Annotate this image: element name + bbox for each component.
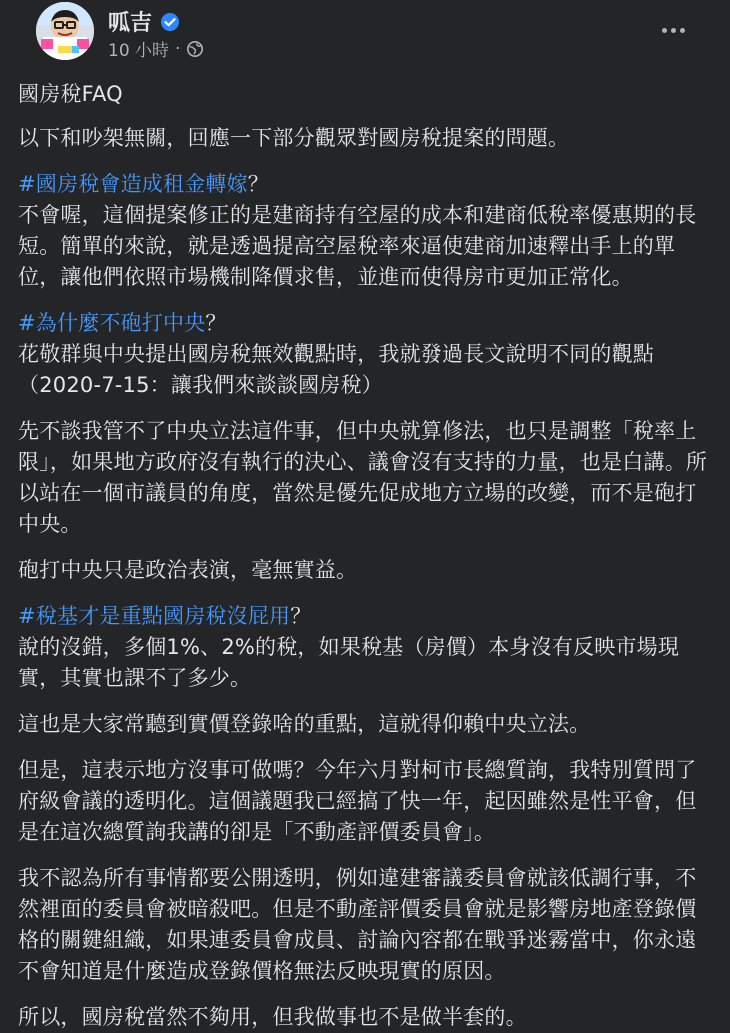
- avatar-image-icon: [36, 2, 94, 60]
- post-header: [18, 0, 712, 74]
- hashtag-link[interactable]: #稅基才是重點國房稅沒屁用: [18, 604, 291, 628]
- avatar[interactable]: [36, 2, 94, 60]
- post-paragraph-intro: 以下和吵架無關，回應一下部分觀眾對國房稅提案的問題。: [18, 126, 570, 150]
- hashtag-link[interactable]: #國房稅會造成租金轉嫁: [18, 172, 248, 196]
- faq-central-heading: [18, 308, 712, 339]
- more-options-icon-dot: [662, 28, 667, 33]
- hashtag-suffix: ？: [247, 172, 269, 196]
- verified-badge-icon: [160, 12, 180, 32]
- more-options-icon-dot: [671, 28, 676, 33]
- globe-icon[interactable]: [186, 40, 204, 58]
- hashtag-link[interactable]: #為什麼不砲打中央: [18, 311, 206, 335]
- post-paragraph: 我不認為所有事情都要公開透明，例如違建審議委員會就該低調行事，不然裡面的委員會被暗殺吧。但是不動產評價委員會就是影響房地產登錄價格的關鍵組織，如果連委員會成員、討論內容都在戰爭迷霧當中，你永遠不會知道是什麼造成登錄價格無法反映現實的原因。: [18, 866, 697, 983]
- post-time[interactable]: 10 小時: [108, 41, 170, 61]
- post-paragraph: 這也是大家常聽到實價登錄啥的重點，這就得仰賴中央立法。: [18, 712, 591, 736]
- post-paragraph: 所以，國房稅當然不夠用，但我做事也不是做半套的。: [18, 1005, 527, 1029]
- more-options-icon-dot: [680, 28, 685, 33]
- faq-rent-heading: [18, 169, 712, 200]
- faq-central-answer: 花敬群與中央提出國房稅無效觀點時，我就發過長文說明不同的觀點（2020-7-15：讓我們來談談國房稅）: [18, 342, 654, 397]
- faq-rent-block: [18, 169, 712, 293]
- meta-separator: ·: [175, 38, 181, 59]
- post-meta: [108, 36, 204, 61]
- faq-central-block: [18, 308, 712, 401]
- post-paragraph: 先不談我管不了中央立法這件事，但中央就算修法，也只是調整「稅率上限」，如果地方政府沒有執行的決心、議會沒有支持的力量，也是白講。所以站在一個市議員的角度，當然是優先促成地方立場的改變，而不是砲打中央。: [18, 419, 708, 536]
- faq-tax-base-answer: 說的沒錯，多個1%、2%的稅，如果稅基（房價）本身沒有反映市場現實，其實也課不了多少。: [18, 635, 680, 690]
- post-paragraph: 砲打中央只是政治表演，毫無實益。: [18, 558, 358, 582]
- author-name[interactable]: 呱吉: [108, 11, 153, 36]
- post-paragraph-title: 國房稅FAQ: [18, 82, 123, 106]
- post-paragraph: 但是，這表示地方沒事可做嗎？今年六月對柯市長總質詢，我特別質問了府級會議的透明化。這個議題我已經搞了快一年，起因雖然是性平會，但是在這次總質詢我講的卻是「不動產評價委員會」。: [18, 758, 697, 844]
- hashtag-suffix: ？: [290, 604, 312, 628]
- faq-rent-answer: 不會喔，這個提案修正的是建商持有空屋的成本和建商低稅率優惠期的長短。簡單的來說，就是透過提高空屋稅率來逼使建商加速釋出手上的單位，讓他們依照市場機制降價求售，並進而使得房市更加正常化。: [18, 203, 697, 289]
- more-options-button[interactable]: [656, 18, 690, 42]
- post-content: [18, 74, 712, 1033]
- hashtag-suffix: ？: [205, 311, 227, 335]
- faq-tax-base-heading: [18, 601, 712, 632]
- author-row: [108, 6, 180, 37]
- faq-tax-base-block: [18, 601, 712, 694]
